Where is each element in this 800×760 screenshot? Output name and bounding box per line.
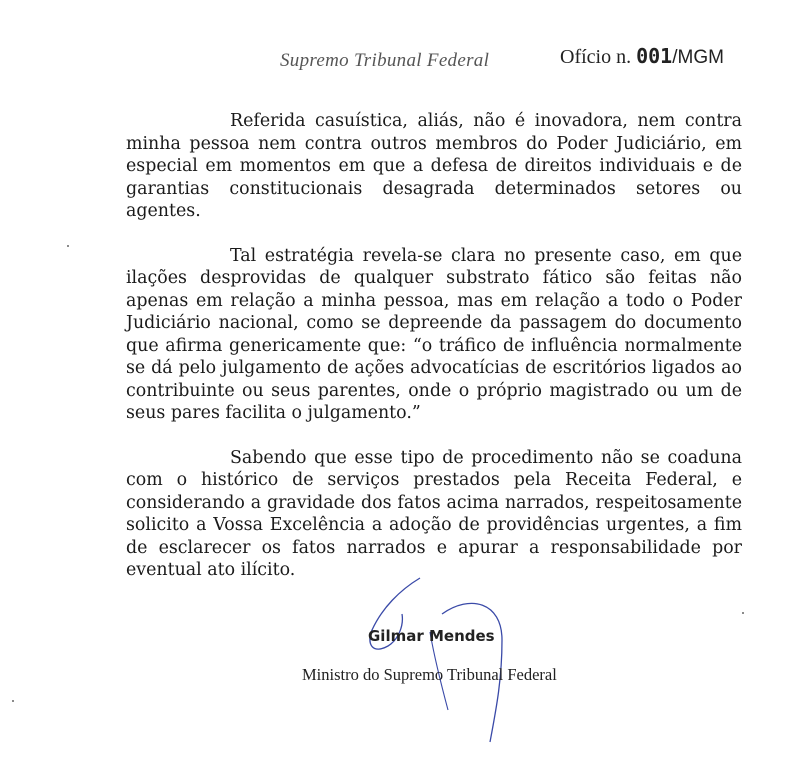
scan-speck [12, 700, 14, 702]
signer-name: Gilmar Mendes [368, 627, 495, 645]
paragraph-2: Tal estratégia revela-se clara no presente caso, em que ilações desprovidas de qualquer substrato fático são feitas não apenas em relação a minha pessoa, mas em relação a todo o Poder Judiciário nacional, como se depreende da passagem do documento que afirma genericamente que: “o tráfico de influência normalmente se dá pelo julgamento de ações advocatícias de escritórios ligados ao contribuinte ou seus parentes, onde o próprio magistrado ou um de seus pares facilita o julgamento.” [126, 245, 742, 423]
paragraph-3: Sabendo que esse tipo de procedimento não se coaduna com o histórico de serviços prestados pela Receita Federal, e considerando a gravidade dos fatos acima narrados, respeitosamente solicito a Vossa Excelência a adoção de providências urgentes, a fim de esclarecer os fatos narrados e apurar a responsabilidade por eventual ato ilícito. [126, 447, 742, 580]
letter-body [126, 110, 742, 604]
paragraph-1: Referida casuística, aliás, não é inovadora, nem contra minha pessoa nem contra outros membros do Poder Judiciário, em especial em momentos em que a defesa de direitos individuais e de garantias constitucionais desagrada determinados setores ou agentes. [126, 111, 742, 221]
handwritten-signature [330, 560, 540, 750]
scan-speck [67, 245, 69, 247]
signer-title: Ministro do Supremo Tribunal Federal [302, 665, 557, 684]
document-number: 001 [636, 44, 673, 68]
scan-speck [742, 612, 744, 614]
document-suffix: /MGM [672, 47, 724, 68]
institution-letterhead: Supremo Tribunal Federal [280, 50, 490, 71]
document-ref-prefix: Ofício n. [560, 46, 637, 68]
document-reference [560, 44, 724, 69]
